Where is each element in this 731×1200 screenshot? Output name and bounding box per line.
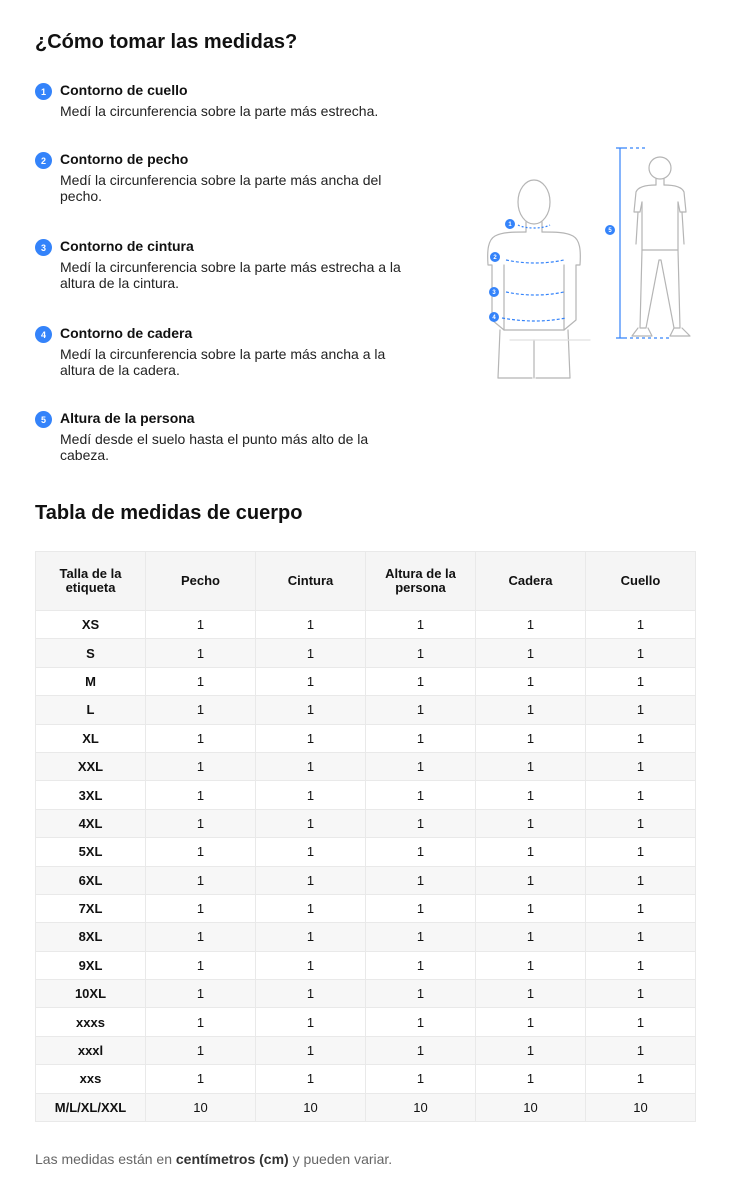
cell-size-label: M/L/XL/XXL [36, 1093, 146, 1121]
cell-neck: 1 [586, 1065, 696, 1093]
table-row [36, 980, 696, 1008]
table-row [36, 639, 696, 667]
header-height: Altura de la persona [366, 552, 476, 611]
cell-height: 1 [366, 724, 476, 752]
cell-hip: 1 [476, 980, 586, 1008]
step-title: Contorno de cadera [60, 325, 193, 341]
marker-height [605, 225, 615, 235]
svg-text:1: 1 [508, 222, 512, 228]
body-measurement-illustration [470, 140, 710, 385]
step-title: Altura de la persona [60, 410, 195, 426]
cell-size-label: S [36, 639, 146, 667]
units-note-prefix: Las medidas están en [35, 1151, 176, 1167]
units-note-suffix: y pueden variar. [288, 1151, 393, 1167]
cell-chest: 10 [146, 1093, 256, 1121]
cell-hip: 1 [476, 724, 586, 752]
cell-neck: 1 [586, 894, 696, 922]
units-note [35, 1151, 392, 1167]
cell-height: 1 [366, 894, 476, 922]
cell-hip: 1 [476, 781, 586, 809]
cell-hip: 1 [476, 866, 586, 894]
cell-neck: 10 [586, 1093, 696, 1121]
cell-hip: 1 [476, 696, 586, 724]
cell-height: 1 [366, 696, 476, 724]
cell-hip: 1 [476, 923, 586, 951]
table-row [36, 667, 696, 695]
cell-waist: 1 [256, 752, 366, 780]
table-row [36, 1008, 696, 1036]
cell-chest: 1 [146, 781, 256, 809]
step-title: Contorno de cintura [60, 238, 194, 254]
cell-neck: 1 [586, 724, 696, 752]
cell-hip: 1 [476, 1036, 586, 1064]
table-row [36, 951, 696, 979]
cell-chest: 1 [146, 923, 256, 951]
cell-height: 1 [366, 866, 476, 894]
step-number-badge: 4 [35, 326, 52, 343]
cell-neck: 1 [586, 951, 696, 979]
cell-hip: 1 [476, 951, 586, 979]
table-row [36, 866, 696, 894]
cell-size-label: xxxs [36, 1008, 146, 1036]
cell-neck: 1 [586, 866, 696, 894]
cell-size-label: XS [36, 611, 146, 639]
step-description: Medí la circunferencia sobre la parte más ancha del pecho. [60, 172, 382, 204]
marker-chest [490, 252, 500, 262]
cell-height: 1 [366, 752, 476, 780]
table-row [36, 1036, 696, 1064]
cell-size-label: 3XL [36, 781, 146, 809]
cell-neck: 1 [586, 809, 696, 837]
header-waist: Cintura [256, 552, 366, 611]
marker-neck [505, 219, 515, 229]
cell-size-label: M [36, 667, 146, 695]
cell-size-label: 9XL [36, 951, 146, 979]
cell-hip: 1 [476, 894, 586, 922]
cell-size-label: 7XL [36, 894, 146, 922]
cell-chest: 1 [146, 838, 256, 866]
cell-waist: 1 [256, 1036, 366, 1064]
cell-waist: 1 [256, 781, 366, 809]
table-row [36, 724, 696, 752]
cell-neck: 1 [586, 696, 696, 724]
cell-height: 1 [366, 781, 476, 809]
cell-chest: 1 [146, 866, 256, 894]
cell-chest: 1 [146, 951, 256, 979]
cell-height: 1 [366, 1036, 476, 1064]
cell-hip: 1 [476, 611, 586, 639]
cell-hip: 10 [476, 1093, 586, 1121]
cell-neck: 1 [586, 1036, 696, 1064]
svg-text:3: 3 [492, 290, 496, 296]
cell-hip: 1 [476, 838, 586, 866]
cell-size-label: L [36, 696, 146, 724]
cell-neck: 1 [586, 752, 696, 780]
cell-height: 1 [366, 980, 476, 1008]
cell-height: 1 [366, 639, 476, 667]
header-chest: Pecho [146, 552, 256, 611]
cell-waist: 1 [256, 1008, 366, 1036]
cell-chest: 1 [146, 1065, 256, 1093]
cell-neck: 1 [586, 923, 696, 951]
cell-hip: 1 [476, 752, 586, 780]
cell-size-label: 4XL [36, 809, 146, 837]
cell-size-label: xxxl [36, 1036, 146, 1064]
cell-size-label: XL [36, 724, 146, 752]
cell-height: 1 [366, 1008, 476, 1036]
cell-waist: 1 [256, 951, 366, 979]
step-number-badge: 2 [35, 152, 52, 169]
cell-chest: 1 [146, 980, 256, 1008]
cell-waist: 1 [256, 980, 366, 1008]
table-row [36, 781, 696, 809]
step-description: Medí desde el suelo hasta el punto más alto de la cabeza. [60, 431, 369, 463]
cell-waist: 1 [256, 866, 366, 894]
cell-waist: 10 [256, 1093, 366, 1121]
cell-hip: 1 [476, 1065, 586, 1093]
cell-hip: 1 [476, 667, 586, 695]
table-row [36, 894, 696, 922]
cell-waist: 1 [256, 894, 366, 922]
cell-height: 1 [366, 951, 476, 979]
cell-neck: 1 [586, 781, 696, 809]
marker-hip [489, 312, 499, 322]
cell-waist: 1 [256, 724, 366, 752]
size-chart-table [35, 551, 696, 1122]
table-row [36, 1093, 696, 1121]
cell-chest: 1 [146, 639, 256, 667]
step-title: Contorno de cuello [60, 82, 188, 98]
table-row [36, 611, 696, 639]
cell-size-label: xxs [36, 1065, 146, 1093]
header-size-label: Talla de la etiqueta [36, 552, 146, 611]
cell-waist: 1 [256, 809, 366, 837]
cell-waist: 1 [256, 667, 366, 695]
table-row [36, 1065, 696, 1093]
cell-waist: 1 [256, 1065, 366, 1093]
table-title: Tabla de medidas de cuerpo [35, 502, 303, 524]
step-number-badge: 1 [35, 83, 52, 100]
cell-chest: 1 [146, 752, 256, 780]
step-description: Medí la circunferencia sobre la parte más ancha a la altura de la cadera. [60, 346, 386, 378]
cell-waist: 1 [256, 838, 366, 866]
svg-text:5: 5 [608, 228, 612, 234]
cell-waist: 1 [256, 696, 366, 724]
table-row [36, 923, 696, 951]
cell-chest: 1 [146, 667, 256, 695]
units-note-unit: centímetros (cm) [175, 1151, 289, 1167]
step-title: Contorno de pecho [60, 151, 189, 167]
page-title: ¿Cómo tomar las medidas? [35, 31, 298, 53]
cell-height: 1 [366, 667, 476, 695]
svg-text:2: 2 [493, 255, 497, 261]
cell-chest: 1 [146, 696, 256, 724]
cell-neck: 1 [586, 1008, 696, 1036]
cell-height: 1 [366, 1065, 476, 1093]
cell-waist: 1 [256, 639, 366, 667]
cell-height: 1 [366, 809, 476, 837]
cell-height: 10 [366, 1093, 476, 1121]
cell-waist: 1 [256, 923, 366, 951]
cell-neck: 1 [586, 980, 696, 1008]
step-description: Medí la circunferencia sobre la parte más estrecha a la altura de la cintura. [60, 259, 401, 291]
cell-chest: 1 [146, 724, 256, 752]
cell-neck: 1 [586, 639, 696, 667]
cell-height: 1 [366, 838, 476, 866]
table-header-row [36, 552, 696, 611]
step-description: Medí la circunferencia sobre la parte más estrecha. [60, 103, 379, 119]
cell-chest: 1 [146, 611, 256, 639]
table-row [36, 696, 696, 724]
table-row [36, 838, 696, 866]
cell-size-label: XXL [36, 752, 146, 780]
cell-neck: 1 [586, 838, 696, 866]
table-row [36, 752, 696, 780]
svg-text:4: 4 [492, 315, 496, 321]
cell-size-label: 10XL [36, 980, 146, 1008]
header-hip: Cadera [476, 552, 586, 611]
step-number-badge: 3 [35, 239, 52, 256]
cell-chest: 1 [146, 1036, 256, 1064]
header-neck: Cuello [586, 552, 696, 611]
cell-neck: 1 [586, 667, 696, 695]
cell-height: 1 [366, 611, 476, 639]
cell-hip: 1 [476, 1008, 586, 1036]
cell-hip: 1 [476, 809, 586, 837]
cell-waist: 1 [256, 611, 366, 639]
cell-size-label: 6XL [36, 866, 146, 894]
cell-hip: 1 [476, 639, 586, 667]
cell-size-label: 5XL [36, 838, 146, 866]
step-number-badge: 5 [35, 411, 52, 428]
cell-chest: 1 [146, 894, 256, 922]
table-row [36, 809, 696, 837]
cell-size-label: 8XL [36, 923, 146, 951]
cell-chest: 1 [146, 809, 256, 837]
cell-height: 1 [366, 923, 476, 951]
cell-neck: 1 [586, 611, 696, 639]
cell-chest: 1 [146, 1008, 256, 1036]
marker-waist [489, 287, 499, 297]
